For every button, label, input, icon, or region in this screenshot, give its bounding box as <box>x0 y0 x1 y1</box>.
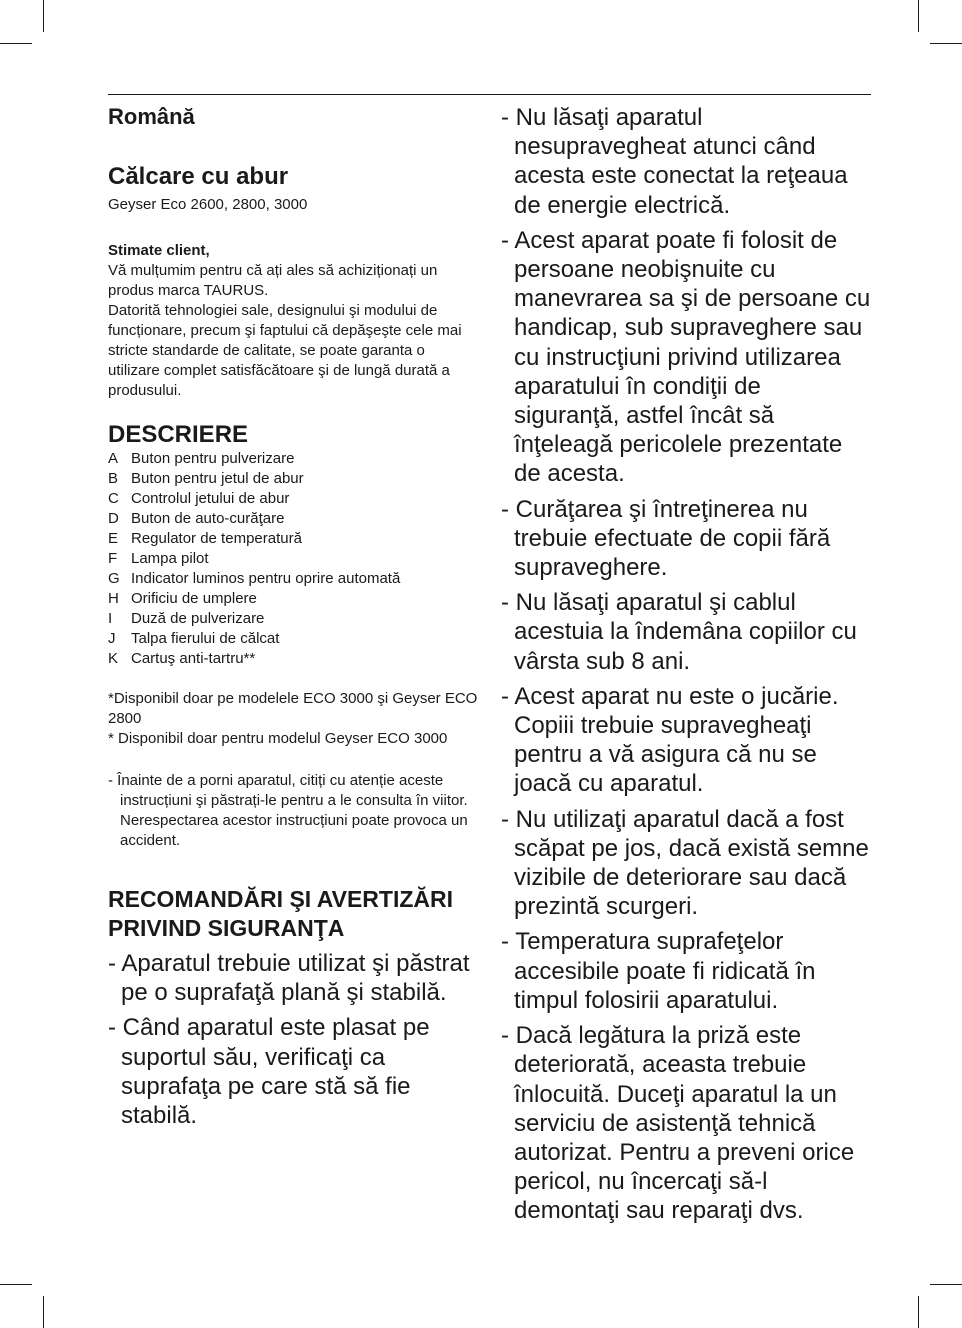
list-item <box>108 609 480 629</box>
part-letter: D <box>108 510 119 527</box>
safety-list-right <box>501 103 871 1226</box>
crop-mark-top-left-h <box>0 43 32 44</box>
part-letter: I <box>108 610 113 627</box>
part-label: Buton de auto-curăţare <box>131 510 285 527</box>
part-letter: G <box>108 570 120 587</box>
part-letter: J <box>108 630 116 647</box>
part-label: Indicator luminos pentru oprire automată <box>131 570 401 587</box>
greeting: Stimate client, <box>108 242 210 259</box>
list-item <box>108 469 480 489</box>
list-item: - Dacă legătura la priză este deteriorată, aceasta trebuie înlocuită. Duceţi aparatul la un serviciu de asistenţă tehnică autorizat. Pentru a preveni orice pericol, nu încercaţi să-l demontaţi sau reparaţi dvs. <box>501 1022 855 1225</box>
part-label: Regulator de temperatură <box>131 530 302 547</box>
part-label: Duză de pulverizare <box>131 610 265 627</box>
part-label: Cartuş anti-tartru** <box>131 650 256 667</box>
part-letter: A <box>108 450 119 467</box>
list-item <box>108 569 480 589</box>
list-item: - Când aparatul este plasat pe suportul său, verificaţi ca suprafaţa pe care stă să fie stabilă. <box>108 1014 430 1130</box>
list-item: - Temperatura suprafeţelor accesibile poate fi ridicată în timpul folosirii aparatului. <box>501 928 816 1014</box>
crop-mark-bottom-right-v <box>918 1296 919 1328</box>
footnote: *Disponibil doar pe modelele ECO 3000 şi Geyser ECO 2800 <box>108 690 478 727</box>
list-item <box>108 489 480 509</box>
list-item: - Acest aparat poate fi folosit de persoane neobişnuite cu manevrarea sa şi de persoane cu handicap, sub supraveghere sau cu instrucţiuni privind utilizarea aparatului în condiţii de siguranţă, astfel încât să înţeleagă pericolele prezentate de acesta. <box>501 226 871 488</box>
list-item <box>108 529 480 549</box>
part-label: Controlul jetului de abur <box>131 490 290 507</box>
description-title: DESCRIERE <box>108 421 249 448</box>
list-item: - Curăţarea şi întreţinerea nu trebuie efectuate de copii fără supraveghere. <box>501 495 831 582</box>
crop-mark-top-left-v <box>43 0 44 32</box>
list-item: - Nu lăsaţi aparatul nesupravegheat atunci când acesta este conectat la reţeaua de energie electrică. <box>501 104 848 219</box>
list-item <box>108 449 480 469</box>
safety-title: RECOMANDĂRI ŞI AVERTIZĂRI PRIVIND SIGURANŢA <box>108 886 453 941</box>
parts-list <box>108 449 480 669</box>
page-title: Călcare cu abur <box>108 163 289 190</box>
header-rule <box>108 94 871 95</box>
part-label: Talpa fierului de călcat <box>131 630 280 647</box>
list-item <box>108 589 480 609</box>
availability-notes <box>108 689 480 749</box>
part-letter: H <box>108 590 119 607</box>
crop-mark-top-right-v <box>918 0 919 32</box>
part-letter: C <box>108 490 119 507</box>
list-item: - Acest aparat nu este o jucărie. Copiii trebuie supravegheaţi pentru a vă asigura că nu se joacă cu aparatul. <box>501 682 839 798</box>
read-instructions-warning: - Înainte de a porni aparatul, citiți cu atenție aceste instrucțiuni şi păstrați-le pentru a le consulta în viitor. Nerespectarea acestor instrucțiuni poate provoca un accident. <box>108 772 468 849</box>
intro-paragraph: Datorită tehnologiei sale, designului şi modului de funcționare, precum şi faptului că depăşeşte cele mai stricte standarde de calitate, se poate garanta o utilizare complet satisfăcătoare şi de lungă durată a produsului. <box>108 302 462 399</box>
list-item <box>108 549 480 569</box>
part-label: Buton pentru pulverizare <box>131 450 295 467</box>
part-label: Lampa pilot <box>131 550 209 567</box>
crop-mark-top-right-h <box>930 43 962 44</box>
intro-paragraph: Vă mulțumim pentru că ați ales să achiziționați un produs marca TAURUS. <box>108 262 438 299</box>
crop-mark-bottom-right-h <box>930 1284 962 1285</box>
footnote: * Disponibil doar pentru modelul Geyser ECO 3000 <box>108 730 448 747</box>
list-item <box>108 629 480 649</box>
crop-mark-bottom-left-h <box>0 1284 32 1285</box>
left-column <box>108 103 480 1130</box>
part-letter: B <box>108 470 119 487</box>
list-item <box>108 649 480 669</box>
right-column <box>501 103 871 1226</box>
list-item: - Nu lăsaţi aparatul şi cablul acestuia la îndemâna copiilor cu vârsta sub 8 ani. <box>501 589 857 675</box>
list-item: - Nu utilizaţi aparatul dacă a fost scăpat pe jos, dacă există semne vizibile de deteriorare sau dacă prezintă scurgeri. <box>501 805 869 921</box>
part-letter: K <box>108 650 119 667</box>
part-letter: F <box>108 550 118 567</box>
part-letter: E <box>108 530 119 547</box>
model-list: Geyser Eco 2600, 2800, 3000 <box>108 196 308 213</box>
safety-list-left <box>108 949 480 1130</box>
part-label: Buton pentru jetul de abur <box>131 470 304 487</box>
crop-mark-bottom-left-v <box>43 1296 44 1328</box>
language-title: Română <box>108 104 195 129</box>
list-item: - Aparatul trebuie utilizat şi păstrat pe o suprafaţă plană şi stabilă. <box>108 950 470 1007</box>
part-label: Orificiu de umplere <box>131 590 257 607</box>
list-item <box>108 509 480 529</box>
